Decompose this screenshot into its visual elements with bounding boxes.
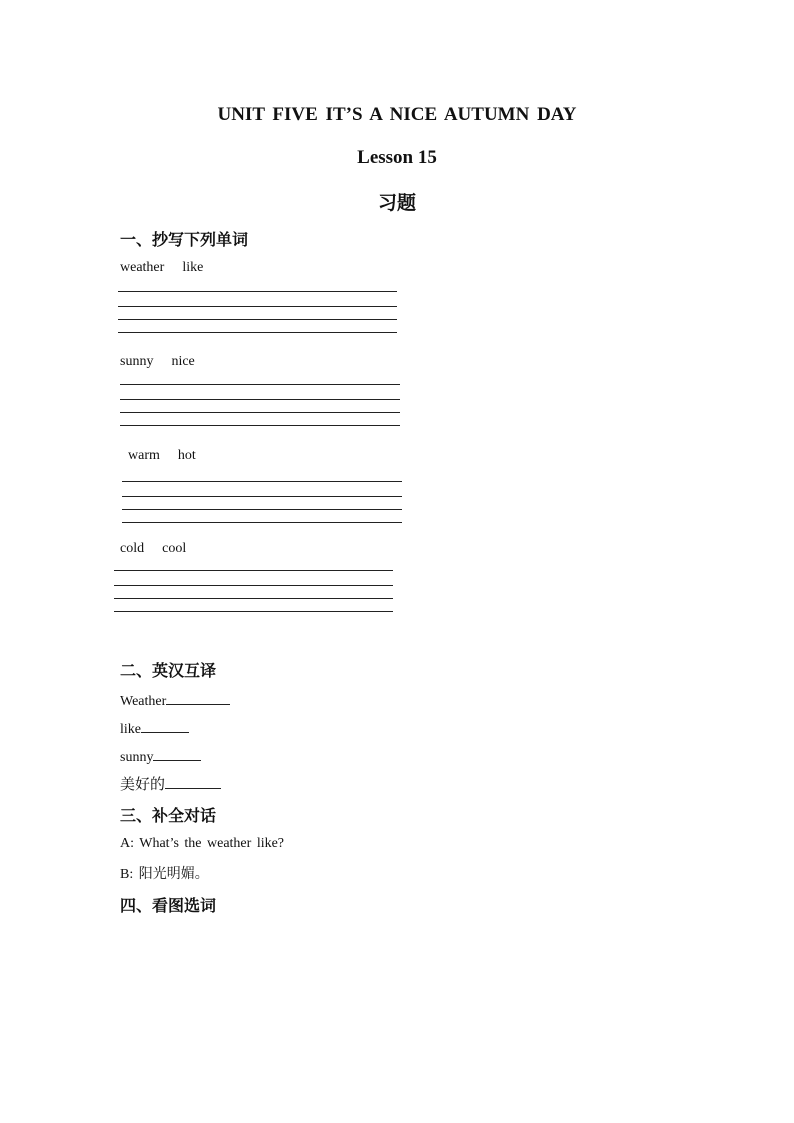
translation-prompt: 美好的: [120, 775, 166, 793]
writing-line[interactable]: [114, 611, 393, 612]
translation-item: [120, 773, 221, 794]
writing-line[interactable]: [118, 306, 397, 307]
writing-line[interactable]: [120, 412, 400, 413]
writing-line[interactable]: [120, 399, 400, 400]
writing-line[interactable]: [122, 481, 402, 482]
word: cool: [162, 541, 187, 556]
writing-line[interactable]: [114, 585, 393, 586]
word: cold: [120, 541, 145, 556]
answer-blank[interactable]: [166, 690, 230, 705]
word: hot: [177, 448, 196, 463]
lesson-title: Lesson 15: [357, 147, 437, 168]
unit-title: UNIT FIVE IT’S A NICE AUTUMN DAY: [217, 104, 577, 125]
section-4-heading: 四、看图选词: [120, 896, 217, 915]
dialog-line-a: [120, 836, 284, 852]
word-group-3: [128, 448, 196, 464]
exercise-title: 习题: [377, 192, 416, 214]
writing-line[interactable]: [122, 522, 402, 523]
writing-line[interactable]: [122, 509, 402, 510]
writing-line[interactable]: [114, 570, 393, 571]
word: warm: [128, 448, 160, 463]
section-3-heading: 三、补全对话: [120, 806, 217, 825]
section-2-heading: 二、英汉互译: [120, 661, 217, 680]
translation-prompt: like: [120, 722, 141, 737]
section-1-heading: 一、抄写下列单词: [120, 230, 249, 249]
word-group-4: [120, 541, 186, 557]
speaker-label: B:: [120, 867, 134, 882]
word: sunny: [120, 354, 154, 369]
answer-blank[interactable]: [153, 746, 201, 761]
speaker-label: A:: [120, 836, 134, 851]
word: nice: [171, 354, 195, 369]
answer-blank[interactable]: [141, 718, 189, 733]
dialog-line-b: [120, 863, 209, 883]
writing-line[interactable]: [118, 291, 397, 292]
word-group-2: [120, 354, 195, 370]
dialog-text: 阳光明媚。: [138, 866, 209, 882]
writing-line[interactable]: [114, 598, 393, 599]
translation-item: [120, 690, 230, 710]
translation-prompt: sunny: [120, 750, 154, 765]
translation-prompt: Weather: [120, 694, 167, 709]
answer-blank[interactable]: [165, 774, 221, 789]
translation-item: [120, 718, 189, 738]
translation-item: [120, 746, 201, 766]
word-group-1: [120, 260, 203, 276]
writing-line[interactable]: [118, 332, 397, 333]
writing-line[interactable]: [120, 425, 400, 426]
writing-line[interactable]: [120, 384, 400, 385]
dialog-text: What’s the weather like?: [139, 836, 285, 851]
writing-line[interactable]: [118, 319, 397, 320]
writing-line[interactable]: [122, 496, 402, 497]
word: like: [182, 260, 204, 275]
word: weather: [120, 260, 165, 275]
